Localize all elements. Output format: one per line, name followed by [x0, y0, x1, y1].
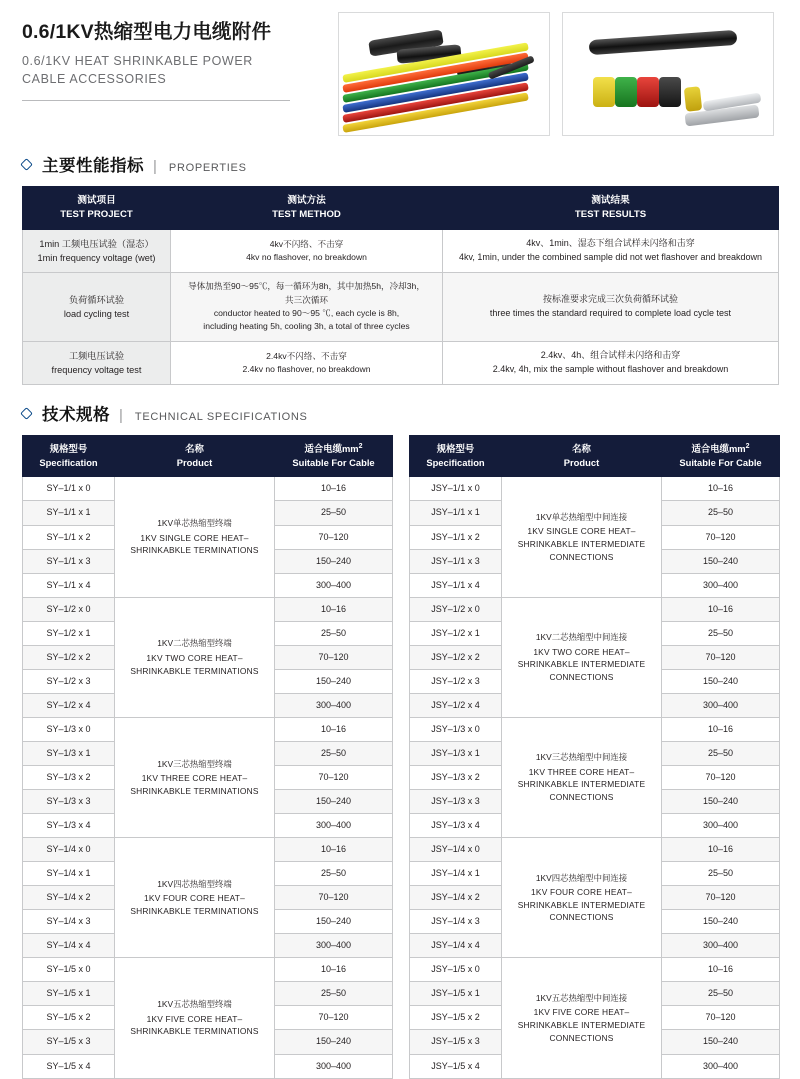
spec-code-cell: JSY–1/2 x 3 [410, 669, 502, 693]
page-subtitle-line1: 0.6/1KV HEAT SHRINKABLE POWER [22, 54, 253, 68]
spec-code-cell: JSY–1/5 x 1 [410, 982, 502, 1006]
spec-code-cell: JSY–1/3 x 1 [410, 741, 502, 765]
spec-table-body [410, 477, 780, 1078]
suitable-cable-cell: 70–120 [662, 645, 780, 669]
title-divider [22, 100, 290, 101]
product-name-cell: 1KV四芯热缩型终端 1KV FOUR CORE HEAT–SHRINKABKLE TERMINATIONS [115, 838, 275, 958]
spec-code-cell: SY–1/3 x 0 [23, 717, 115, 741]
black-sleeve-and-kit-photo [562, 12, 774, 136]
heading-divider: | [119, 407, 123, 425]
spec-code-cell: SY–1/5 x 1 [23, 982, 115, 1006]
spec-code-cell: SY–1/3 x 2 [23, 765, 115, 789]
spec-code-cell: SY–1/4 x 1 [23, 862, 115, 886]
properties-heading-cn: 主要性能指标 [42, 157, 144, 175]
spec-code-cell: JSY–1/5 x 3 [410, 1030, 502, 1054]
suitable-cable-cell: 70–120 [275, 525, 393, 549]
suitable-cable-cell: 10–16 [662, 838, 780, 862]
suitable-cable-cell: 25–50 [662, 501, 780, 525]
spec-code-cell: SY–1/2 x 2 [23, 645, 115, 669]
spec-code-cell: SY–1/5 x 4 [23, 1054, 115, 1078]
product-name-cell: 1KV三芯热缩型中间连接 1KV THREE CORE HEAT–SHRINKABKLE INTERMEDIATE CONNECTIONS [502, 717, 662, 837]
suitable-cable-cell: 25–50 [662, 862, 780, 886]
specs-heading-cn: 技术规格 [42, 406, 110, 425]
suitable-cable-cell: 10–16 [662, 477, 780, 501]
spec-code-cell: JSY–1/2 x 0 [410, 597, 502, 621]
properties-table-header-row [23, 187, 779, 230]
product-name-cell: 1KV五芯热缩型中间连接 1KV FIVE CORE HEAT–SHRINKABKLE INTERMEDIATE CONNECTIONS [502, 958, 662, 1078]
colored-heat-shrink-tube-bundle-photo [338, 12, 550, 136]
spec-table-body [23, 477, 393, 1078]
suitable-cable-cell: 25–50 [662, 621, 780, 645]
suitable-cable-cell: 300–400 [275, 1054, 393, 1078]
spec-code-cell: JSY–1/1 x 3 [410, 549, 502, 573]
heading-divider: | [153, 158, 157, 175]
product-name-cell: 1KV二芯热缩型终端 1KV TWO CORE HEAT–SHRINKABKLE TERMINATIONS [115, 597, 275, 717]
suitable-cable-cell: 70–120 [275, 765, 393, 789]
suitable-cable-cell: 70–120 [662, 886, 780, 910]
specs-section-heading [0, 401, 800, 425]
properties-col-method: 测试方法 TEST METHOD [171, 187, 443, 230]
suitable-cable-cell: 70–120 [662, 765, 780, 789]
suitable-cable-cell: 150–240 [662, 1030, 780, 1054]
spec-code-cell: JSY–1/1 x 1 [410, 501, 502, 525]
suitable-cable-cell: 10–16 [275, 597, 393, 621]
spec-code-cell: JSY–1/1 x 2 [410, 525, 502, 549]
suitable-cable-cell: 70–120 [662, 525, 780, 549]
spec-code-cell: SY–1/3 x 3 [23, 790, 115, 814]
spec-col-specification: 规格型号 Specification [410, 436, 502, 477]
test-result-cell: 2.4kv、4h、组合试样未闪络和击穿 2.4kv, 4h, mix the sample without flashover and breakdown [443, 341, 779, 385]
properties-section-heading [0, 152, 800, 176]
suitable-cable-cell: 10–16 [275, 838, 393, 862]
suitable-cable-cell: 10–16 [275, 477, 393, 501]
diamond-bullet-icon [22, 409, 35, 422]
properties-col-results: 测试结果 TEST RESULTS [443, 187, 779, 230]
intermediate-connections-spec-table [409, 435, 780, 1079]
page-subtitle-line2: CABLE ACCESSORIES [22, 72, 167, 87]
table-row [23, 717, 393, 741]
spec-code-cell: JSY–1/1 x 4 [410, 573, 502, 597]
title-block [22, 12, 322, 136]
spec-code-cell: SY–1/2 x 3 [23, 669, 115, 693]
suitable-cable-cell: 300–400 [662, 693, 780, 717]
spec-col-specification: 规格型号 Specification [23, 436, 115, 477]
suitable-cable-cell: 25–50 [275, 501, 393, 525]
suitable-cable-cell: 10–16 [275, 717, 393, 741]
product-photos [338, 12, 774, 136]
suitable-cable-cell: 70–120 [275, 645, 393, 669]
spec-code-cell: JSY–1/3 x 0 [410, 717, 502, 741]
test-project-cell: 工频电压试验 frequency voltage test [23, 341, 171, 385]
page-header [0, 0, 800, 136]
spec-col-cable: 适合电缆$mm^2$ Suitable For Cable [662, 436, 780, 477]
table-row [23, 229, 779, 273]
suitable-cable-cell: 300–400 [662, 934, 780, 958]
suitable-cable-cell: 300–400 [275, 693, 393, 717]
spec-code-cell: JSY–1/4 x 0 [410, 838, 502, 862]
table-row [410, 717, 780, 741]
page-title: 0.6/1KV热缩型电力电缆附件 [22, 21, 272, 43]
test-method-cell: 导体加热至90～95℃，每一循环为8h，其中加热5h，冷却3h， 共三次循环 conductor heated to 90～95 ℃, each cycle is 8h, including heating 5h, cooling 3h, a total of three cycles [171, 273, 443, 341]
spec-table-header-row [23, 436, 393, 477]
spec-code-cell: SY–1/4 x 2 [23, 886, 115, 910]
table-row [410, 477, 780, 501]
page-subtitle [22, 52, 322, 88]
table-row [410, 597, 780, 621]
spec-code-cell: JSY–1/4 x 3 [410, 910, 502, 934]
suitable-cable-cell: 300–400 [662, 1054, 780, 1078]
suitable-cable-cell: 25–50 [662, 982, 780, 1006]
suitable-cable-cell: 300–400 [662, 814, 780, 838]
product-name-cell: 1KV单芯热缩型终端 1KV SINGLE CORE HEAT–SHRINKABKLE TERMINATIONS [115, 477, 275, 597]
spec-code-cell: SY–1/2 x 4 [23, 693, 115, 717]
spec-table-header-row [410, 436, 780, 477]
spec-code-cell: JSY–1/5 x 0 [410, 958, 502, 982]
spec-code-cell: JSY–1/3 x 2 [410, 765, 502, 789]
suitable-cable-cell: 10–16 [275, 958, 393, 982]
table-row [23, 341, 779, 385]
test-result-cell: 按标准要求完成三次负荷循环试验 three times the standard required to complete load cycle test [443, 273, 779, 341]
suitable-cable-cell: 300–400 [275, 934, 393, 958]
table-row [410, 838, 780, 862]
suitable-cable-cell: 150–240 [662, 549, 780, 573]
test-method-cell: 4kv不闪络、不击穿 4kv no flashover, no breakdown [171, 229, 443, 273]
spec-code-cell: JSY–1/2 x 2 [410, 645, 502, 669]
spec-code-cell: SY–1/3 x 1 [23, 741, 115, 765]
suitable-cable-cell: 150–240 [662, 910, 780, 934]
properties-heading-en: PROPERTIES [168, 162, 247, 174]
suitable-cable-cell: 70–120 [275, 886, 393, 910]
spec-code-cell: JSY–1/3 x 4 [410, 814, 502, 838]
table-row [23, 838, 393, 862]
spec-code-cell: JSY–1/4 x 2 [410, 886, 502, 910]
spec-code-cell: SY–1/4 x 3 [23, 910, 115, 934]
spec-code-cell: SY–1/1 x 3 [23, 549, 115, 573]
test-result-cell: 4kv、1min、湿态下组合试样未闪络和击穿 4kv, 1min, under the combined sample did not wet flashover and breakdown [443, 229, 779, 273]
table-row [23, 958, 393, 982]
spec-code-cell: SY–1/5 x 0 [23, 958, 115, 982]
table-row [23, 273, 779, 341]
suitable-cable-cell: 150–240 [275, 1030, 393, 1054]
suitable-cable-cell: 25–50 [275, 862, 393, 886]
suitable-cable-cell: 300–400 [275, 814, 393, 838]
suitable-cable-cell: 150–240 [275, 549, 393, 573]
test-project-cell: 负荷循环试验 load cycling test [23, 273, 171, 341]
spec-code-cell: SY–1/2 x 0 [23, 597, 115, 621]
spec-code-cell: SY–1/4 x 0 [23, 838, 115, 862]
suitable-cable-cell: 10–16 [662, 958, 780, 982]
suitable-cable-cell: 150–240 [275, 669, 393, 693]
spec-code-cell: SY–1/2 x 1 [23, 621, 115, 645]
test-project-cell: 1min 工频电压试验（湿态） 1min frequency voltage (wet) [23, 229, 171, 273]
spec-col-product: 名称 Product [502, 436, 662, 477]
table-row [410, 958, 780, 982]
suitable-cable-cell: 300–400 [275, 573, 393, 597]
spec-code-cell: JSY–1/4 x 1 [410, 862, 502, 886]
properties-table [22, 186, 779, 385]
specs-heading-en: TECHNICAL SPECIFICATIONS [134, 411, 308, 424]
product-name-cell: 1KV五芯热缩型终端 1KV FIVE CORE HEAT–SHRINKABKLE TERMINATIONS [115, 958, 275, 1078]
test-method-cell: 2.4kv不闪络、不击穿 2.4kv no flashover, no breakdown [171, 341, 443, 385]
spec-code-cell: JSY–1/4 x 4 [410, 934, 502, 958]
suitable-cable-cell: 25–50 [275, 982, 393, 1006]
suitable-cable-cell: 70–120 [662, 1006, 780, 1030]
spec-code-cell: SY–1/3 x 4 [23, 814, 115, 838]
product-name-cell: 1KV三芯热缩型终端 1KV THREE CORE HEAT–SHRINKABKLE TERMINATIONS [115, 717, 275, 837]
terminations-spec-table [22, 435, 393, 1079]
suitable-cable-cell: 10–16 [662, 597, 780, 621]
suitable-cable-cell: 150–240 [662, 790, 780, 814]
spec-code-cell: SY–1/1 x 1 [23, 501, 115, 525]
specs-tables-wrapper [0, 435, 800, 1079]
suitable-cable-cell: 150–240 [275, 790, 393, 814]
spec-code-cell: JSY–1/5 x 2 [410, 1006, 502, 1030]
table-row [23, 597, 393, 621]
suitable-cable-cell: 70–120 [275, 1006, 393, 1030]
spec-col-cable: 适合电缆$mm^2$ Suitable For Cable [275, 436, 393, 477]
spec-code-cell: SY–1/5 x 2 [23, 1006, 115, 1030]
product-name-cell: 1KV四芯热缩型中间连接 1KV FOUR CORE HEAT–SHRINKABKLE INTERMEDIATE CONNECTIONS [502, 838, 662, 958]
spec-code-cell: SY–1/1 x 4 [23, 573, 115, 597]
suitable-cable-cell: 150–240 [662, 669, 780, 693]
spec-code-cell: SY–1/4 x 4 [23, 934, 115, 958]
spec-code-cell: SY–1/1 x 2 [23, 525, 115, 549]
product-name-cell: 1KV单芯热缩型中间连接 1KV SINGLE CORE HEAT–SHRINKABKLE INTERMEDIATE CONNECTIONS [502, 477, 662, 597]
product-name-cell: 1KV二芯热缩型中间连接 1KV TWO CORE HEAT–SHRINKABKLE INTERMEDIATE CONNECTIONS [502, 597, 662, 717]
properties-col-project: 测试项目 TEST PROJECT [23, 187, 171, 230]
suitable-cable-cell: 25–50 [662, 741, 780, 765]
diamond-bullet-icon [22, 160, 35, 173]
spec-code-cell: JSY–1/2 x 1 [410, 621, 502, 645]
spec-code-cell: SY–1/1 x 0 [23, 477, 115, 501]
spec-code-cell: JSY–1/2 x 4 [410, 693, 502, 717]
suitable-cable-cell: 150–240 [275, 910, 393, 934]
spec-code-cell: JSY–1/1 x 0 [410, 477, 502, 501]
spec-code-cell: JSY–1/3 x 3 [410, 790, 502, 814]
suitable-cable-cell: 25–50 [275, 621, 393, 645]
spec-col-product: 名称 Product [115, 436, 275, 477]
table-row [23, 477, 393, 501]
spec-code-cell: SY–1/5 x 3 [23, 1030, 115, 1054]
suitable-cable-cell: 25–50 [275, 741, 393, 765]
suitable-cable-cell: 10–16 [662, 717, 780, 741]
spec-code-cell: JSY–1/5 x 4 [410, 1054, 502, 1078]
suitable-cable-cell: 300–400 [662, 573, 780, 597]
